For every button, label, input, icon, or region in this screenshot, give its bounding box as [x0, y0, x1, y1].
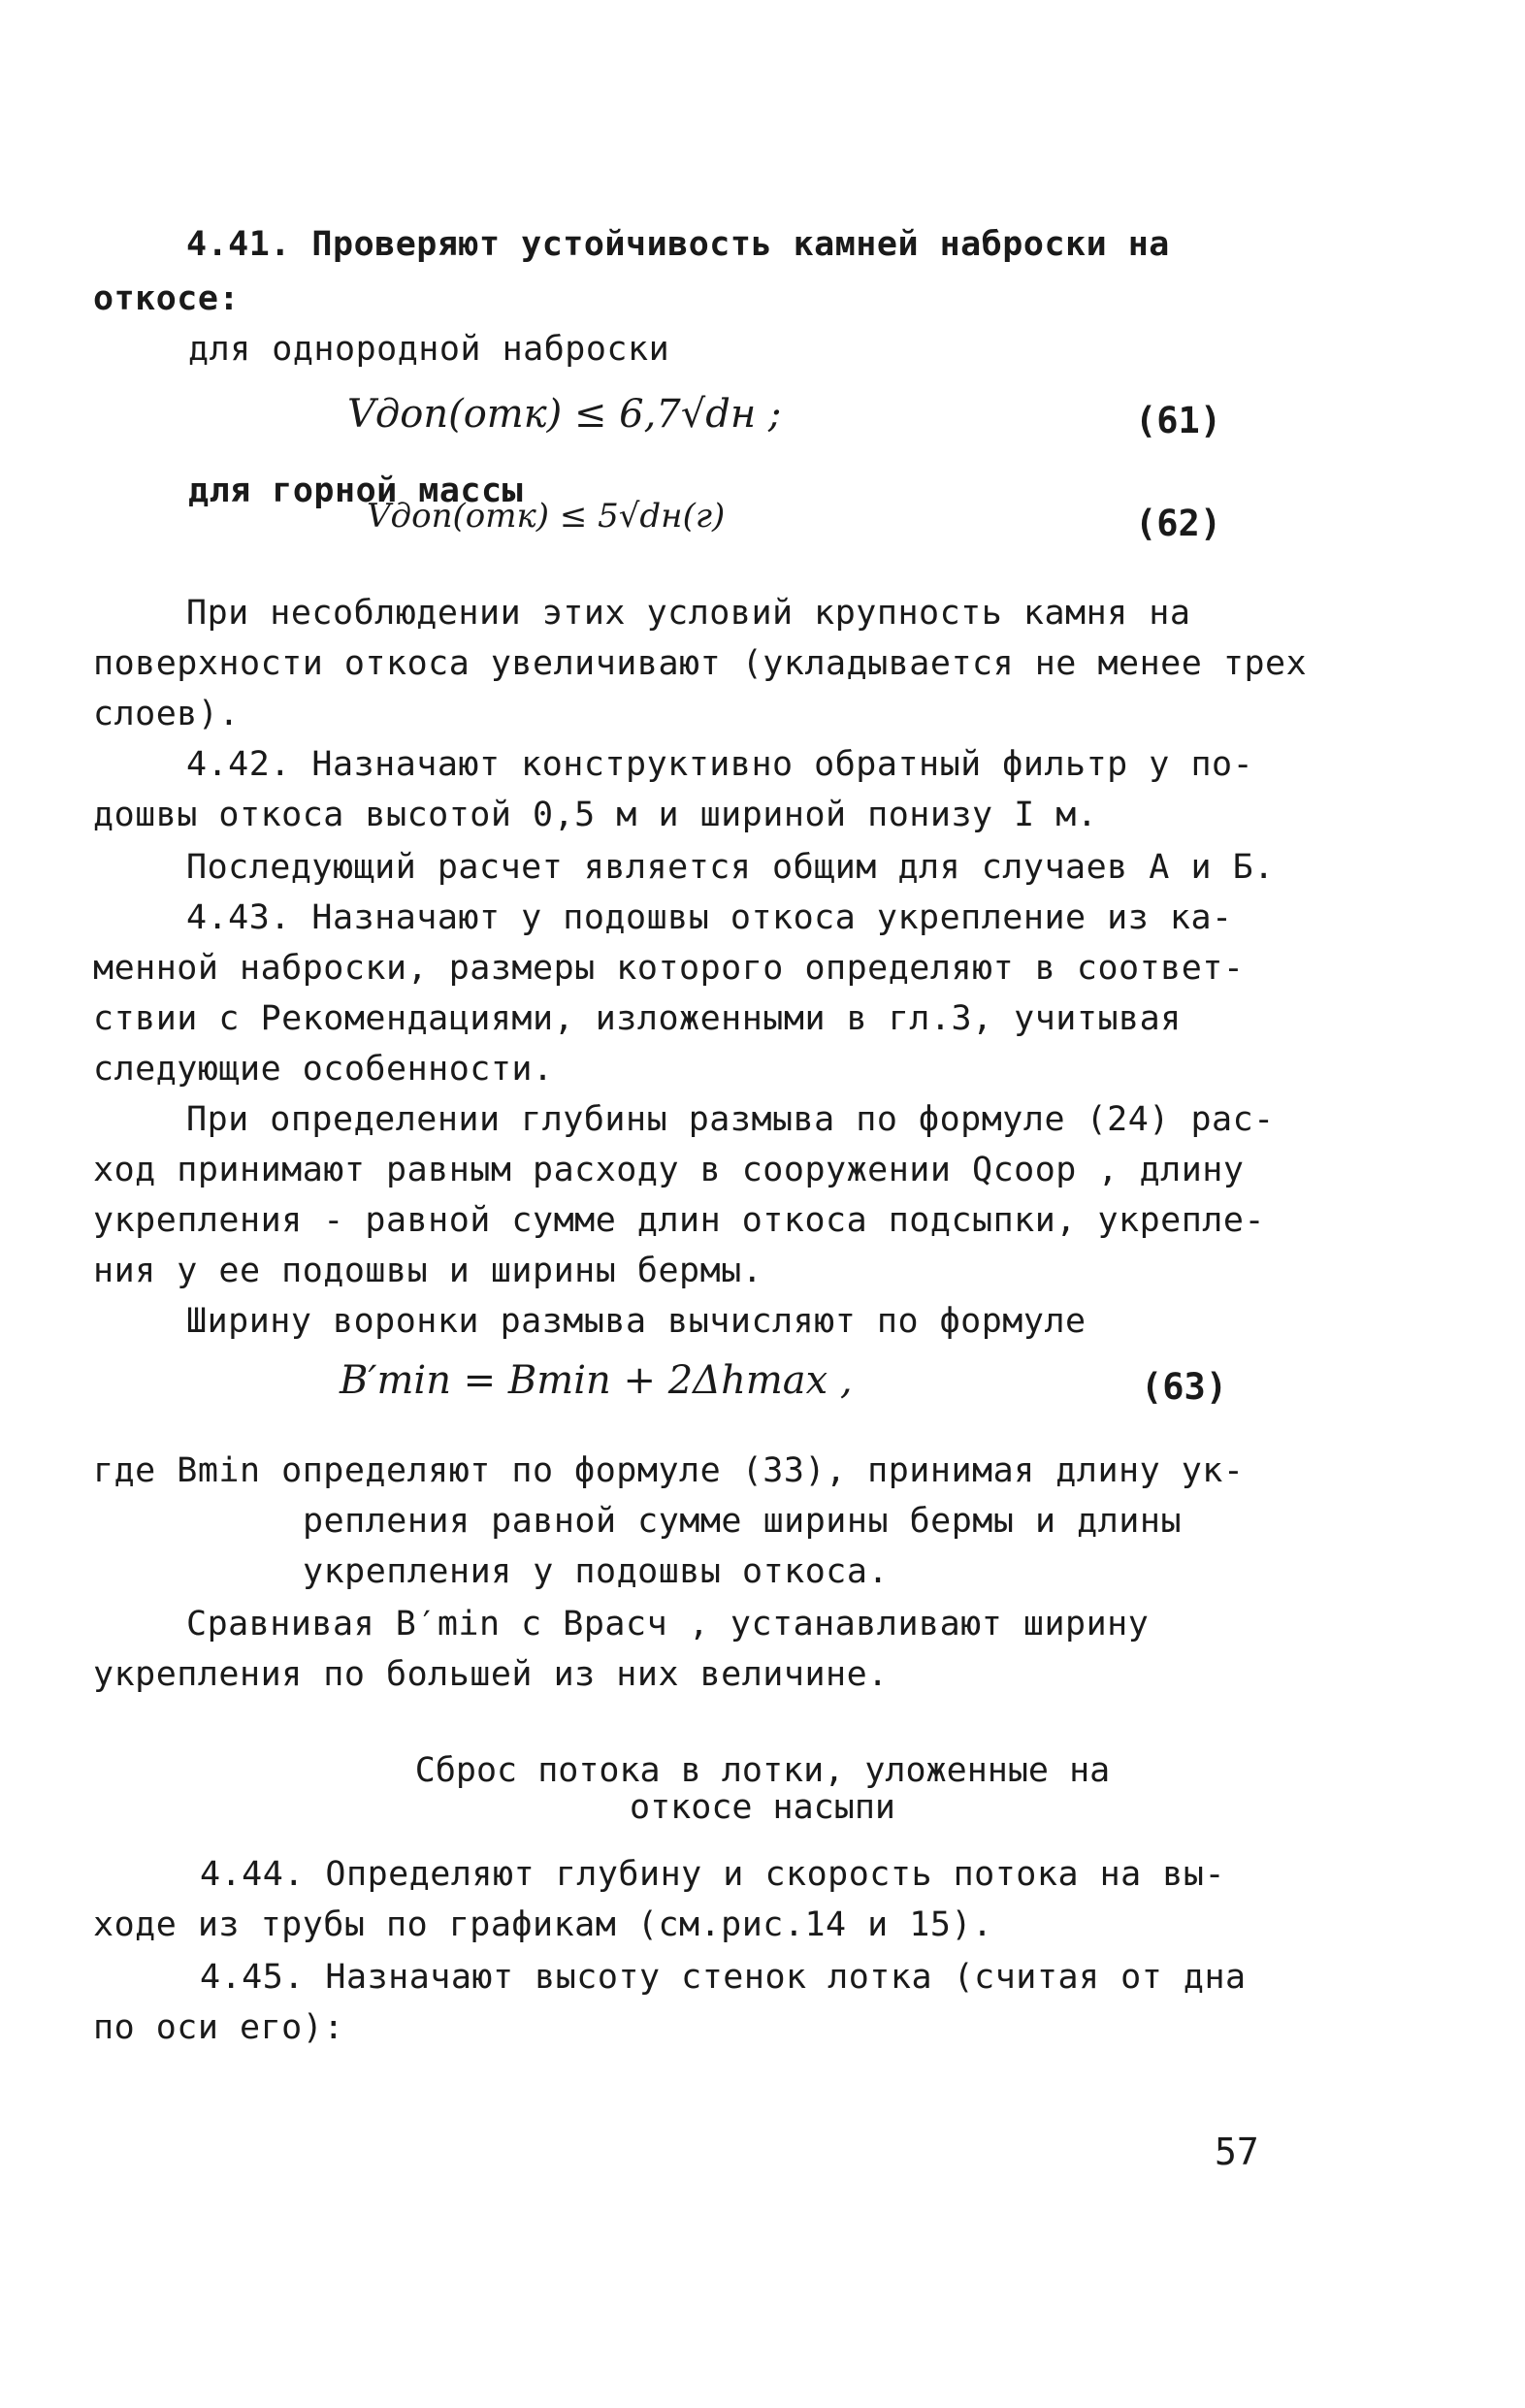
- paragraph-4-42-line-1: 4.42. Назначают конструктивно обратный фильтр у по-: [186, 745, 1254, 784]
- paragraph-4-43-line-8: ния у ее подошвы и ширины бермы.: [93, 1252, 763, 1290]
- where-line-3: укрепления у подошвы откоса.: [303, 1552, 890, 1591]
- note-line-1: При несоблюдении этих условий крупность камня на: [186, 594, 1191, 633]
- section-heading-line-1: Сброс потока в лотки, уложенные на: [414, 1751, 1111, 1790]
- paragraph-4-41-line-2: откосе:: [93, 279, 241, 318]
- section-heading-line-2: откосе насыпи: [630, 1788, 895, 1827]
- paragraph-4-43-line-5: При определении глубины размыва по формуле (24) рас-: [186, 1100, 1275, 1139]
- equation-number-62: (62): [1135, 503, 1222, 544]
- formula-62: Vдоп(отк) ≤ 5√dн(г): [367, 497, 726, 536]
- equation-number-63: (63): [1141, 1366, 1228, 1408]
- paragraph-4-45-line-1: 4.45. Назначают высоту стенок лотка (считая от дна: [200, 1958, 1247, 1997]
- paragraph-4-42-line-2: дошвы откоса высотой 0,5 м и шириной понизу I м.: [93, 796, 1098, 834]
- where-line-2: репления равной сумме ширины бермы и длины: [303, 1502, 1183, 1541]
- note-line-3: слоев).: [93, 695, 241, 733]
- paragraph-4-43-line-4: следующие особенности.: [93, 1050, 554, 1089]
- paragraph-4-44-line-2: ходе из трубы по графикам (см.рис.14 и 15).: [93, 1905, 993, 1944]
- paragraph-4-43-line-2: менной наброски, размеры которого определяют в соответ-: [93, 949, 1245, 988]
- paragraph-4-43-line-7: укрепления - равной сумме длин откоса подсыпки, укрепле-: [93, 1201, 1266, 1240]
- case-homogeneous-label: для однородной наброски: [188, 330, 670, 369]
- paragraph-4-44-line-1: 4.44. Определяют глубину и скорость потока на вы-: [200, 1855, 1226, 1894]
- compare-line-2: укрепления по большей из них величине.: [93, 1655, 889, 1694]
- page-number: 57: [1215, 2131, 1259, 2173]
- paragraph-4-43-line-1: 4.43. Назначают у подошвы откоса укрепление из ка-: [186, 898, 1233, 937]
- paragraph-4-43-line-3: ствии с Рекомендациями, изложенными в гл.3, учитывая: [93, 999, 1182, 1038]
- paragraph-4-41-line-1: 4.41. Проверяют устойчивость камней наброски на: [186, 225, 1170, 264]
- paragraph-4-43-line-9: Ширину воронки размыва вычисляют по формуле: [186, 1302, 1087, 1341]
- where-line-1: где Bmin определяют по формуле (33), принимая длину ук-: [93, 1451, 1245, 1490]
- paragraph-4-42-line-3: Последующий расчет является общим для случаев А и Б.: [186, 848, 1275, 887]
- equation-number-61: (61): [1135, 400, 1222, 441]
- formula-63: B′min = Bmin + 2Δhmax ,: [340, 1358, 853, 1403]
- formula-61: Vдоп(отк) ≤ 6,7√dн ;: [347, 392, 782, 437]
- case-rock-mass-label: для горной массы: [188, 472, 524, 510]
- note-line-2: поверхности откоса увеличивают (укладывается не менее трех: [93, 644, 1308, 683]
- compare-line-1: Сравнивая B′min с Bрасч , устанавливают ширину: [186, 1605, 1150, 1643]
- paragraph-4-43-line-6: ход принимают равным расходу в сооружении Qсоор , длину: [93, 1151, 1245, 1189]
- paragraph-4-45-line-2: по оси его):: [93, 2008, 344, 2047]
